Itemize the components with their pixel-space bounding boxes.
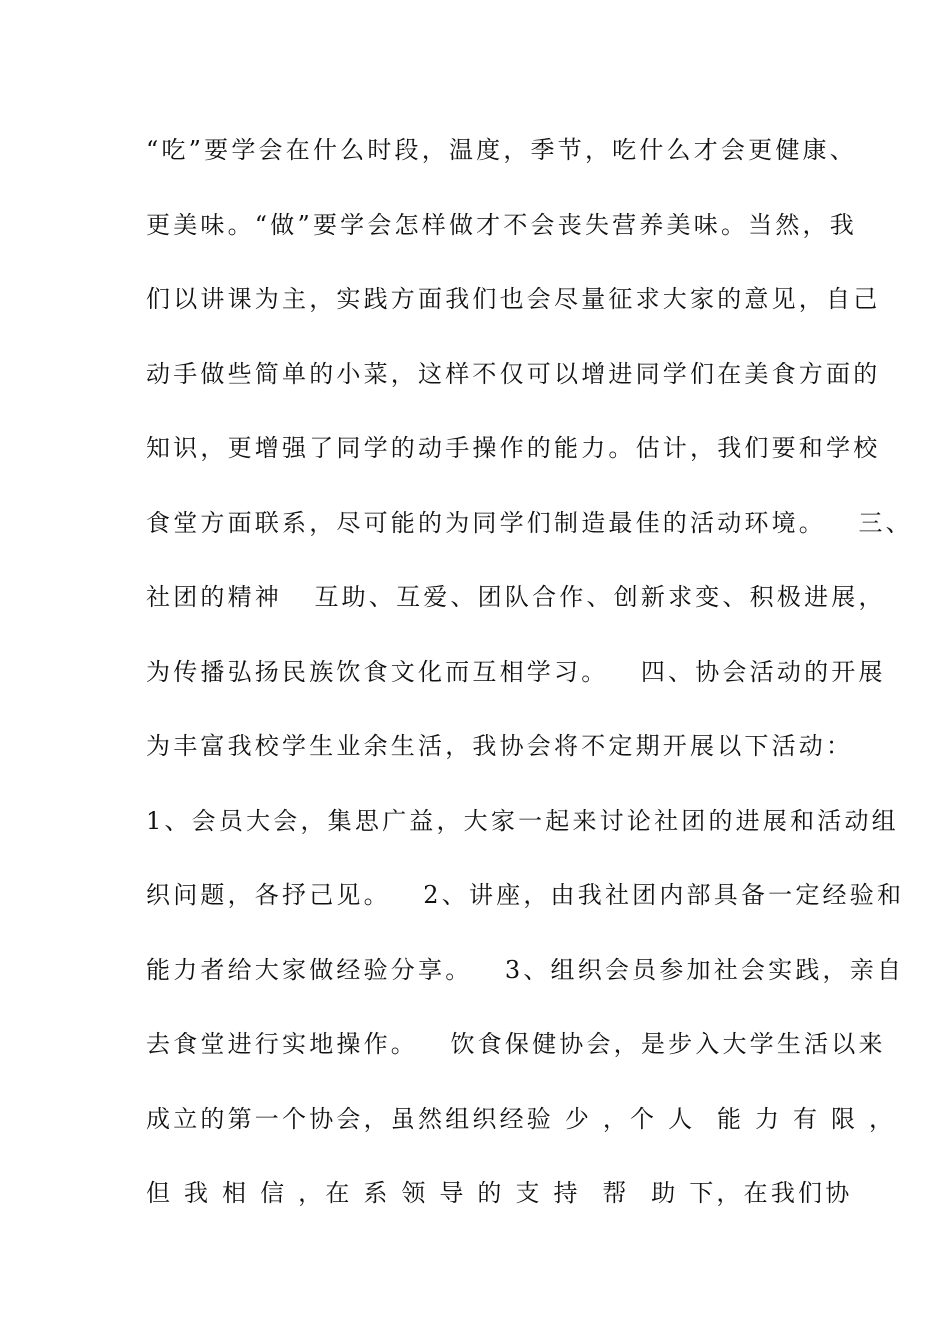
text-line: 去食堂进行实地操作。 饮食保健协会，是步入大学生活以来 — [146, 1030, 886, 1058]
text-line: 为传播弘扬民族饮食文化而互相学习。 四、协会活动的开展 — [146, 657, 886, 686]
text-line: 织问题，各抒己见。 2、讲座，由我社团内部具备一定经验和 — [146, 881, 905, 909]
text-line: 为丰富我校学生业余生活，我协会将不定期开展以下活动： — [146, 732, 854, 760]
text-line: 成立的第一个协会，虽然组织经验 少 ，个 人 能 力 有 限 ， — [146, 1104, 897, 1133]
text-line: 社团的精神 互助、互爱、团队合作、创新求变、积极进展， — [146, 583, 886, 611]
text-line: 但 我 相 信 ，在 系 领 导 的 支 持 帮 助 下，在我们协 — [146, 1179, 853, 1207]
text-line: 们以讲课为主，实践方面我们也会尽量征求大家的意见，自己 — [146, 285, 881, 313]
text-line: 食堂方面联系，尽可能的为同学们制造最佳的活动环境。 三、 — [146, 508, 913, 537]
text-line: 能力者给大家做经验分享。 3、组织会员参加社会实践，亲自 — [146, 955, 905, 984]
text-line: “吃”要学会在什么时段，温度，季节，吃什么才会更健康、 — [146, 136, 857, 164]
text-line: 知识，更增强了同学的动手操作的能力。估计，我们要和学校 — [146, 434, 881, 462]
text-line: 更美味。“做”要学会怎样做才不会丧失营养美味。当然，我 — [146, 210, 857, 239]
text-line: 1、会员大会，集思广益，大家一起来讨论社团的进展和活动组 — [146, 806, 899, 835]
text-line: 动手做些简单的小菜，这样不仅可以增进同学们在美食方面的 — [146, 359, 881, 388]
body-text — [146, 130, 913, 1248]
